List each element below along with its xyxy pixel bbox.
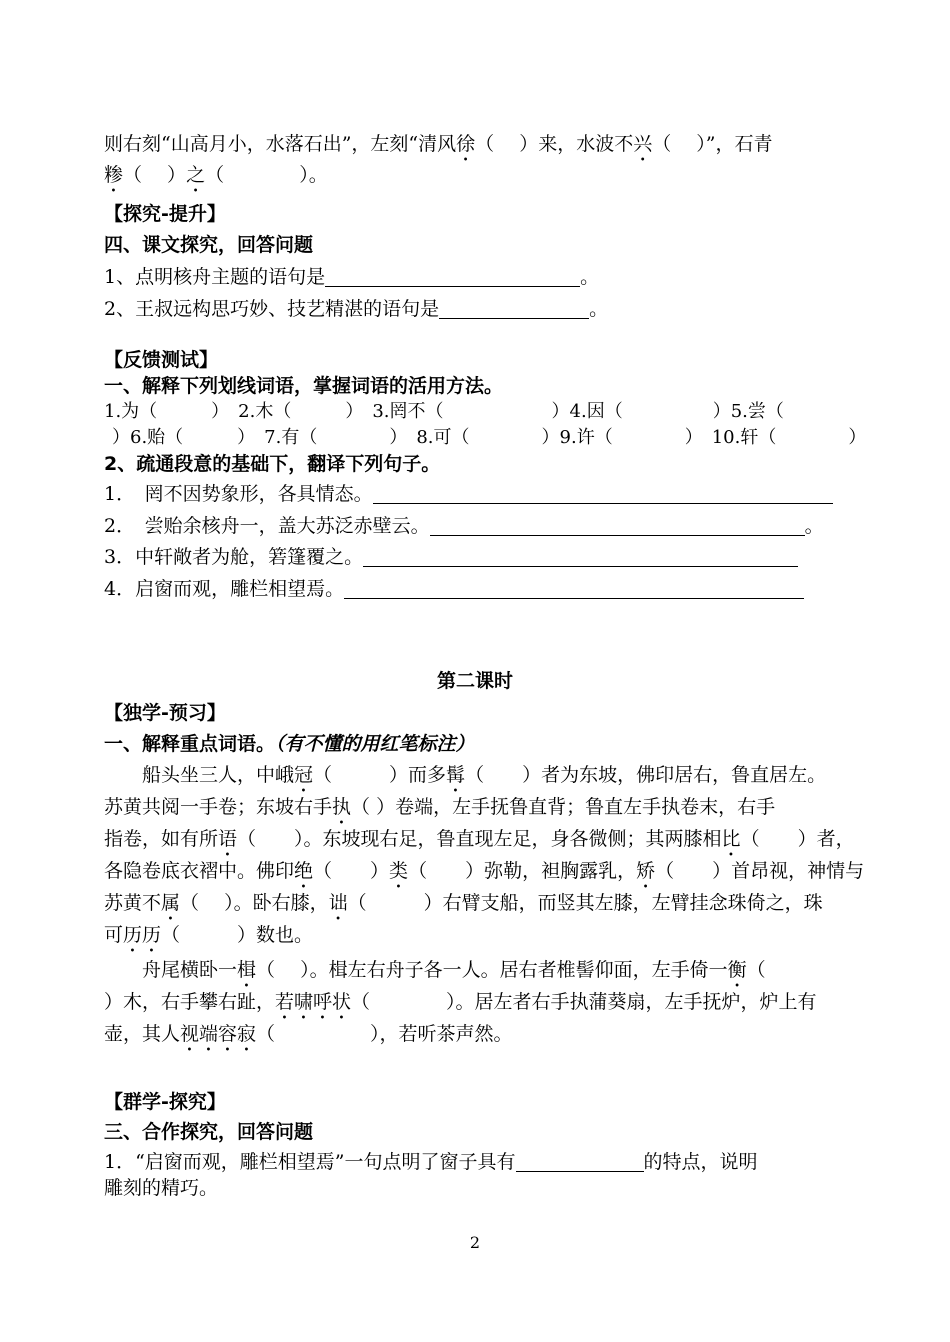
dotted-word: 兴 — [633, 133, 653, 155]
text-seg: ）木，右手攀右趾， — [104, 991, 276, 1013]
dotted-word: 类 — [389, 860, 409, 882]
dotted-word: 糁 — [104, 164, 124, 186]
sentence-text: 4．启窗而观，雕栏相望焉。 — [104, 578, 345, 600]
translate-2 — [104, 513, 824, 539]
dotted-word: 冠 — [294, 764, 314, 786]
section-title-2: 2、疏通段意的基础下，翻译下列句子。 — [104, 453, 441, 475]
answer-blank[interactable] — [344, 578, 804, 599]
section-title-3: 三、合作探究，回答问题 — [104, 1121, 314, 1143]
dotted-word: 视端容寂 — [180, 1023, 257, 1045]
answer-blank[interactable] — [373, 483, 833, 504]
question-text: 1、点明核舟主题的语句是 — [104, 266, 326, 288]
heading-note: （有不懂的用红笔标注） — [275, 733, 475, 755]
section-header-explore: 【探究-提升】 — [104, 203, 226, 225]
text-seg: （ ）。卧右膝， — [180, 892, 329, 914]
text-seg: （ ）卷端，左手抚鲁直背；鲁直左手执卷末，右手 — [351, 796, 776, 818]
dotted-word: 矫 — [636, 860, 656, 882]
paragraph-line — [104, 858, 864, 893]
section-header-self-study: 【独学-预习】 — [104, 702, 226, 724]
dotted-word: 之 — [186, 164, 206, 186]
answer-blank[interactable] — [430, 515, 805, 536]
dotted-word: 绝 — [294, 860, 314, 882]
text-seg: （ ）。居左者右手执蒲葵扇，左手抚炉，炉上有 — [351, 991, 817, 1013]
dotted-word: 历历 — [123, 924, 162, 946]
text-seg: 指卷，如有所 — [104, 828, 219, 850]
text-seg: （ ）。东坡现右足，鲁直现左足，身各微侧；其两膝相 — [237, 828, 722, 850]
text-seg: （ ）者， — [740, 828, 855, 850]
text-seg: （ ）”，石青 — [652, 133, 773, 155]
text-seg: 苏黄不 — [104, 892, 162, 914]
text-seg: （ ）首昂视，神情与 — [655, 860, 865, 882]
question-text: 的特点，说明 — [643, 1151, 758, 1173]
period: 。 — [804, 515, 824, 537]
dotted-word: 若啸呼状 — [275, 991, 352, 1013]
period: 。 — [580, 266, 600, 288]
dotted-word: 比 — [721, 828, 741, 850]
paragraph-line — [104, 794, 775, 829]
dotted-word: 楫 — [237, 959, 257, 981]
dotted-word: 执 — [332, 796, 352, 818]
translate-3 — [104, 544, 798, 570]
question-1 — [104, 264, 599, 290]
text-line-top-2 — [104, 162, 328, 197]
text-seg: （ ） — [313, 860, 390, 882]
text-seg: （ ），若听茶声然。 — [256, 1023, 513, 1045]
dotted-word: 语 — [218, 828, 238, 850]
text-seg: （ — [746, 959, 766, 981]
text-seg: 可 — [104, 924, 124, 946]
text-seg: （ ）而多 — [313, 764, 447, 786]
vocab-row-1: 1.为（ ） 2.木（ ） 3.罔不（ ）4.因（ ）5.尝（ — [104, 401, 784, 422]
question-text: 1．“启窗而观，雕栏相望焉”一句点明了窗子具有 — [104, 1151, 516, 1173]
text-seg: （ ）。楫左右舟子各一人。居右者椎髻仰面，左手倚一 — [256, 959, 728, 981]
text-seg: （ ）右臂支船，而竖其左膝，左臂挂念珠倚之，珠 — [347, 892, 823, 914]
translate-1 — [104, 481, 833, 507]
section-header-group-study: 【群学-探究】 — [104, 1091, 226, 1113]
sentence-text: 3．中轩敞者为舱，箬篷覆之。 — [104, 546, 364, 568]
text-seg: 壶，其人 — [104, 1023, 181, 1045]
period: 。 — [589, 298, 609, 320]
sentence-text: 1． 罔不因势象形，各具情态。 — [104, 483, 373, 505]
text-seg: 苏黄共阅一手卷；东坡右手 — [104, 796, 333, 818]
text-seg: 各隐卷底衣褶中。佛印 — [104, 860, 295, 882]
answer-blank[interactable] — [516, 1151, 644, 1172]
paragraph-line — [104, 890, 823, 925]
paragraph-line — [104, 957, 766, 992]
section-title-4: 四、课文探究，回答问题 — [104, 234, 314, 256]
text-seg: 则右刻“山高月小，水落石出”，左刻“清风 — [104, 133, 457, 155]
heading-text: 一、解释重点词语。 — [104, 733, 276, 755]
translate-4 — [104, 576, 804, 602]
paragraph-line — [104, 922, 313, 957]
text-seg: （ ）数也。 — [161, 924, 314, 946]
answer-blank[interactable] — [363, 546, 798, 567]
dotted-word: 诎 — [328, 892, 348, 914]
text-seg: 舟尾横卧一 — [104, 959, 238, 981]
section-title-keywords — [104, 731, 475, 757]
text-seg: 船头坐三人，中峨 — [104, 764, 295, 786]
dotted-word: 衡 — [727, 959, 747, 981]
group-question-1-cont: 雕刻的精巧。 — [104, 1177, 219, 1199]
section-title-1: 一、解释下列划线词语，掌握词语的活用方法。 — [104, 375, 504, 397]
page-number: 2 — [469, 1233, 481, 1252]
vocab-row-2: ）6.贻（ ） 7.有（ ） 8.可（ ）9.许（ ） 10.轩（ ） — [112, 427, 867, 448]
paragraph-line — [104, 762, 826, 797]
question-text: 2、王叔远构思巧妙、技艺精湛的语句是 — [104, 298, 440, 320]
text-seg: （ ）者为东坡，佛印居右，鲁直居左。 — [465, 764, 827, 786]
dotted-word: 髯 — [446, 764, 466, 786]
text-seg: （ ） — [123, 164, 187, 186]
lesson-title: 第二课时 — [436, 670, 513, 692]
text-line-top-1 — [104, 131, 773, 166]
section-header-feedback: 【反馈测试】 — [104, 349, 219, 371]
text-seg: （ ）来，水波不 — [475, 133, 634, 155]
paragraph-line — [104, 826, 855, 861]
dotted-word: 属 — [161, 892, 181, 914]
group-question-1 — [104, 1149, 758, 1175]
answer-blank[interactable] — [325, 266, 580, 287]
dotted-word: 徐 — [456, 133, 476, 155]
paragraph-line — [104, 1021, 513, 1056]
sentence-text: 2． 尝贻余核舟一，盖大苏泛赤壁云。 — [104, 515, 430, 537]
answer-blank[interactable] — [439, 298, 589, 319]
text-seg: （ ）。 — [205, 164, 328, 186]
text-seg: （ ）弥勒，袒胸露乳， — [408, 860, 637, 882]
paragraph-line — [104, 989, 817, 1024]
question-2 — [104, 296, 608, 322]
